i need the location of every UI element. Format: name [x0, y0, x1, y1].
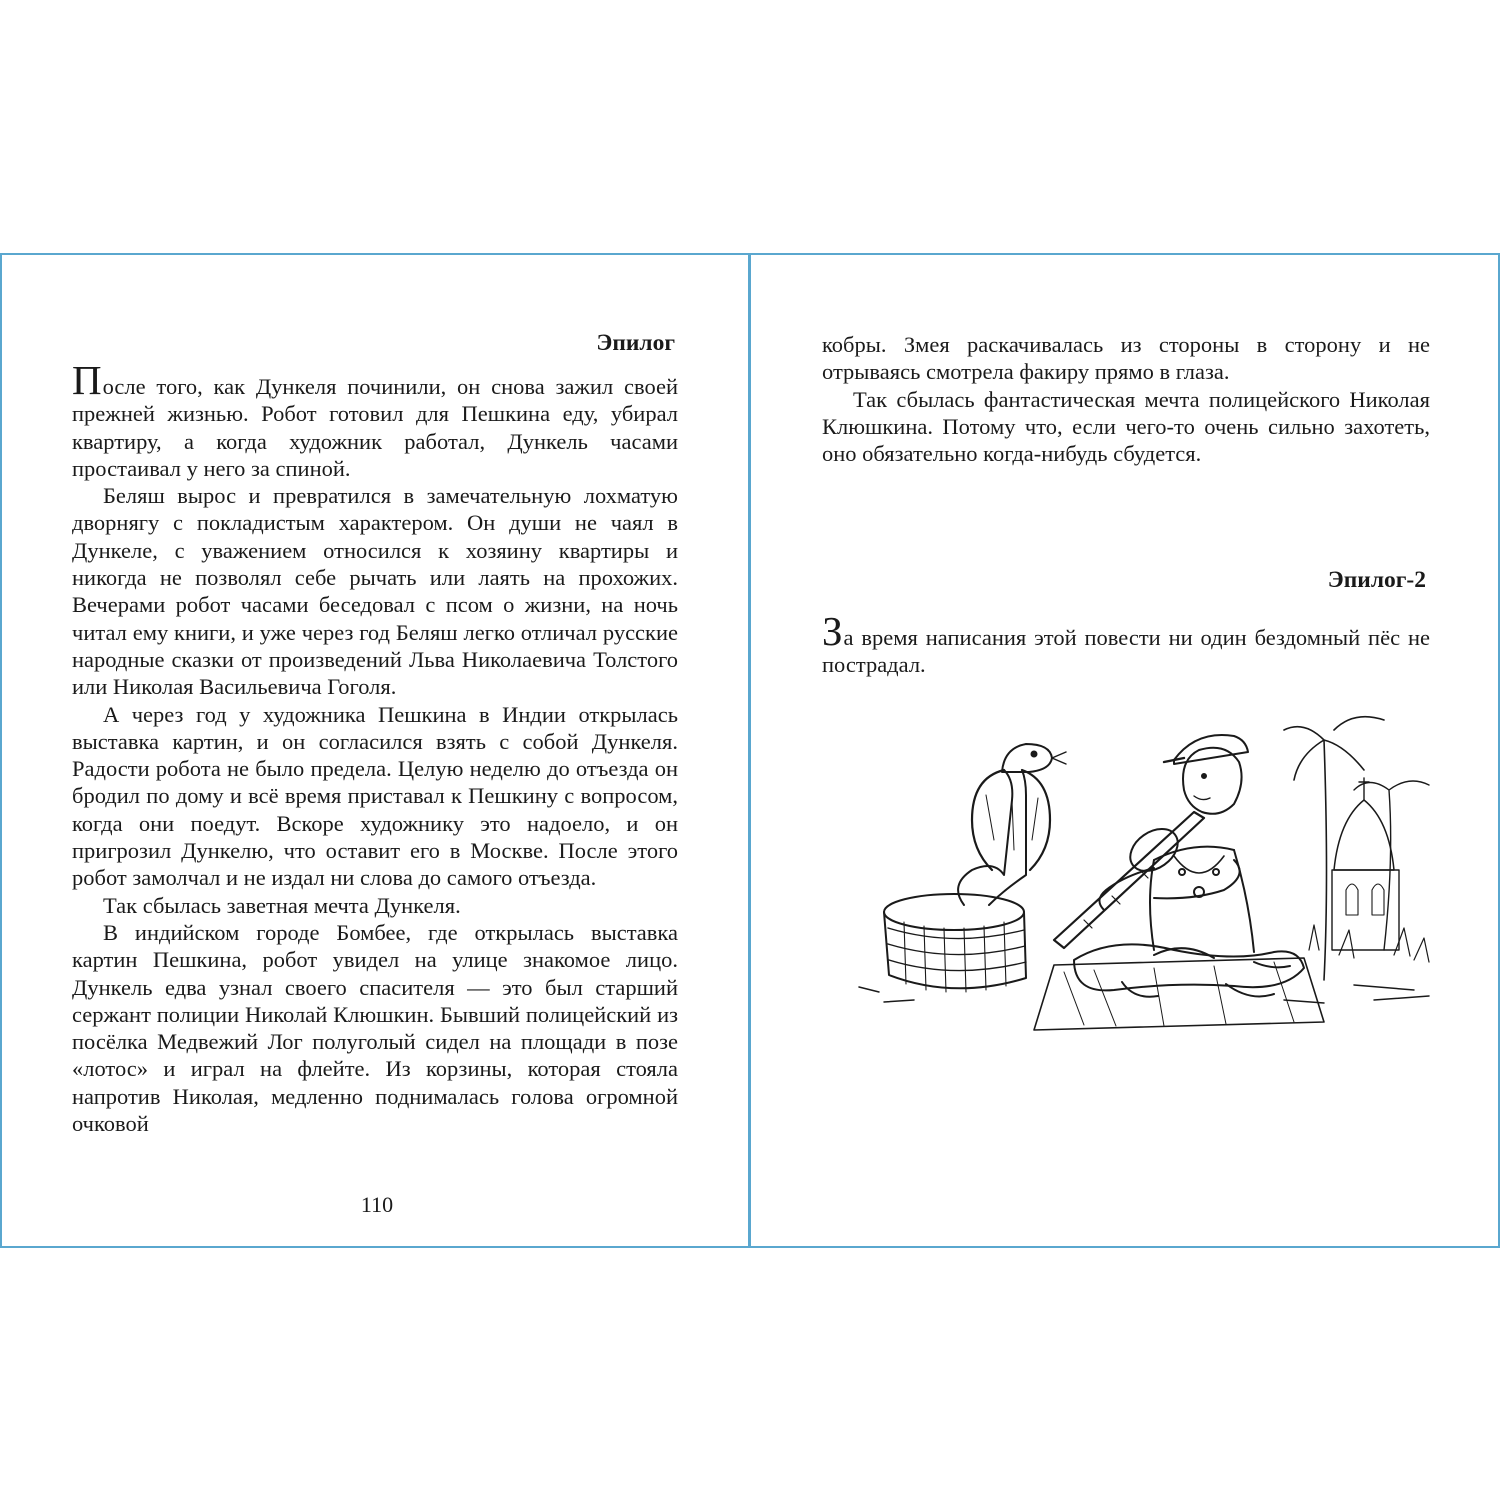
paragraph: [822, 608, 1430, 679]
book-spread: [0, 253, 1500, 1248]
paragraph: Беляш вырос и превратился в замечательную лохматую дворнягу с покладистым характером. Он души не чаял в Дункеле, с уважением относился к хозяину квартиры и никогда не позволял себе рычать или лаять на прохожих. Вечерами робот часами беседовал с псом о жизни, на ночь читал ему книги, и уже через год Беляш легко отличал русские народные сказки от произведений Льва Николаевича Толстого или Николая Васильевича Гоголя.: [72, 483, 678, 700]
left-page: [0, 253, 750, 1248]
snake-charmer-illustration: [854, 700, 1434, 1040]
right-page: [749, 253, 1500, 1248]
epilogue-2-text: [822, 608, 1430, 679]
paragraph: Так сбылась фантастическая мечта полицейского Николая Клюшкина. Потому что, если чего-то очень сильно захотеть, оно обязательно когда-нибудь сбудется.: [822, 386, 1430, 467]
paragraph: Так сбылась заветная мечта Дункеля.: [103, 892, 461, 918]
paragraph: А через год у художника Пешкина в Индии открылась выставка картин, и он согласился взять с собой Дункеля. Радости робота не было предела. Целую неделю до отъезда он бродил по дому и всё время приставал к Пешкину с вопросом, когда они поедут. Вскоре художнику это надоело, и он пригрозил Дункелю, что оставит его в Москве. После этого робот замолчал и не издал ни слова до самого отъезда.: [72, 701, 678, 891]
paragraph-continuation: кобры. Змея раскачивалась из стороны в сторону и не отрываясь смотрела факиру прямо в глаза.: [822, 332, 1430, 385]
drop-cap: З: [822, 608, 844, 654]
left-text-column: [72, 357, 678, 1137]
paragraph-text: а время написания этой повести ни один бездомный пёс не пострадал.: [822, 625, 1430, 678]
chapter-heading-2: Эпилог-2: [1327, 567, 1426, 593]
paragraph-text: осле того, как Дункеля починили, он снова зажил своей прежней жизнью. Робот готовил для Пешкина еду, убирал квартиру, а когда художник работал, Дункель часами простаивал у него за спиной.: [72, 374, 678, 481]
chapter-heading: Эпилог: [596, 330, 675, 356]
page-number: 110: [360, 1192, 394, 1217]
drop-cap: П: [72, 357, 103, 403]
paragraph: [72, 357, 678, 482]
paragraph: В индийском городе Бомбее, где открылась выставка картин Пешкина, робот увидел на улице знакомое лицо. Дункель едва узнал своего спасителя — это был старший сержант полиции Николай Клюшкин. Бывший полицейский из посёлка Медвежий Лог полуголый сидел на площади в позе «лотос» и играл на флейте. Из корзины, которая стояла напротив Николая, медленно поднималась голова огромной очковой: [72, 919, 678, 1137]
right-text-column: [822, 331, 1430, 467]
